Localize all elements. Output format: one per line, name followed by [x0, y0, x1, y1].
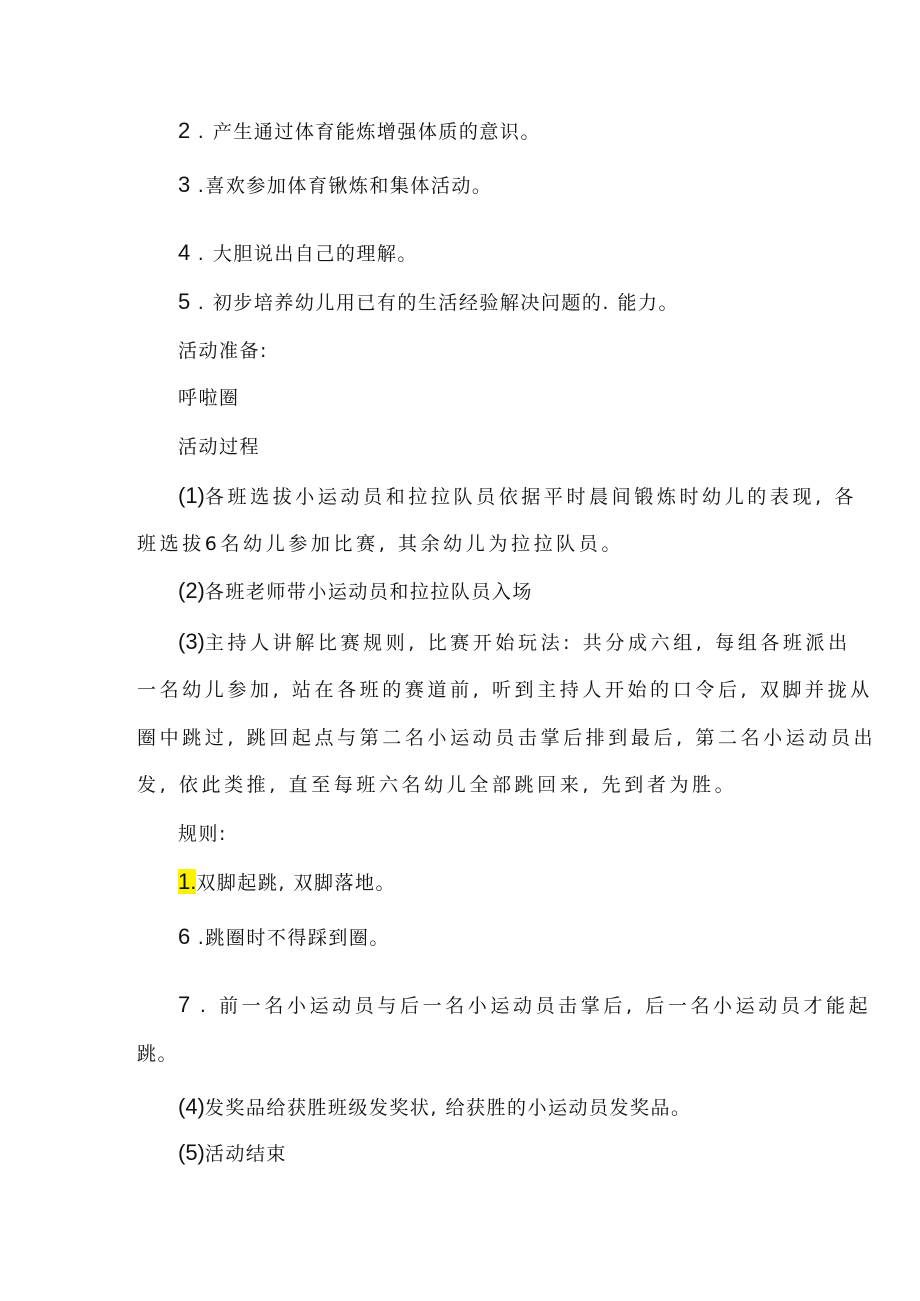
step-number: (4)	[178, 1094, 205, 1119]
step-text: 发, 依此类推, 直至每班六名幼儿全部跳回来, 先到者为胜。	[137, 774, 738, 796]
step-text: 活动结束	[204, 1143, 287, 1165]
step-text: 主持人讲解比赛规则, 比赛开始玩法: 共分成六组, 每组各班派出	[204, 632, 851, 654]
process-step-3-continued	[137, 726, 876, 750]
rule-text: 跳。	[137, 1043, 179, 1065]
rule-text: 双脚起跳, 双脚落地。	[196, 872, 396, 894]
step-text: 圈中跳过, 跳回起点与第二名小运动员击掌后排到最后, 第二名小运动员出	[137, 727, 877, 749]
objective-2	[178, 119, 541, 144]
preparation-item	[178, 386, 240, 410]
item-text: . 产生通过体育能炼增强体质的意识。	[190, 121, 541, 143]
step-text: 各班选拔小运动员和拉拉队员依据平时晨间锻炼时幼儿的表现, 各	[204, 486, 857, 508]
item-number: 4	[178, 240, 191, 265]
section-heading-rules	[178, 822, 227, 846]
process-step-2	[178, 579, 533, 604]
rule-text: .跳圈时不得踩到圈。	[190, 927, 390, 949]
item-number: 3	[178, 172, 191, 197]
rule-text: . 前一名小运动员与后一名小运动员击掌后, 后一名小运动员才能起	[190, 995, 872, 1017]
step-text: 班选拔6名幼儿参加比赛, 其余幼儿为拉拉队员。	[137, 533, 624, 555]
item-number: 2	[178, 118, 191, 143]
rule-number: 7	[178, 992, 191, 1017]
step-number: (1)	[178, 483, 205, 508]
step-number: (3)	[178, 629, 205, 654]
process-step-1	[178, 484, 857, 509]
process-step-1-continued	[137, 532, 624, 556]
item-text: .喜欢参加体育锹炼和集体活动。	[190, 175, 493, 197]
item-text: 呼啦圈	[178, 387, 240, 409]
process-step-4	[178, 1095, 691, 1120]
process-step-3-continued	[137, 773, 737, 797]
section-heading-preparation	[178, 339, 268, 363]
objective-5	[178, 290, 679, 315]
step-text: 一名幼儿参加, 站在各班的赛道前, 听到主持人开始的口令后, 双脚并拢从	[137, 679, 873, 701]
objective-3	[178, 173, 492, 198]
item-text: . 大胆说出自己的理解。	[190, 243, 418, 265]
rule-number: 6	[178, 924, 191, 949]
process-step-5	[178, 1141, 287, 1166]
step-number: (5)	[178, 1140, 205, 1165]
heading-text: 活动准备:	[178, 340, 268, 362]
heading-text: 活动过程	[178, 436, 261, 458]
process-step-3-continued	[137, 678, 873, 702]
step-number: (2)	[178, 578, 205, 603]
rule-7	[178, 993, 871, 1018]
item-number: 5	[178, 289, 191, 314]
objective-4	[178, 241, 418, 266]
heading-text: 规则:	[178, 823, 227, 845]
item-text: . 初步培养幼儿用已有的生活经验解决问题的. 能力。	[190, 292, 679, 314]
process-step-3	[178, 630, 851, 655]
step-text: 发奖品给获胜班级发奖状, 给获胜的小运动员发奖品。	[204, 1097, 692, 1119]
step-text: 各班老师带小运动员和拉拉队员入场	[204, 581, 533, 603]
rule-1	[178, 870, 396, 895]
section-heading-process	[178, 435, 260, 459]
rule-number-highlighted: 1.	[178, 869, 197, 894]
rule-7-continued	[137, 1042, 178, 1066]
rule-6	[178, 925, 390, 950]
